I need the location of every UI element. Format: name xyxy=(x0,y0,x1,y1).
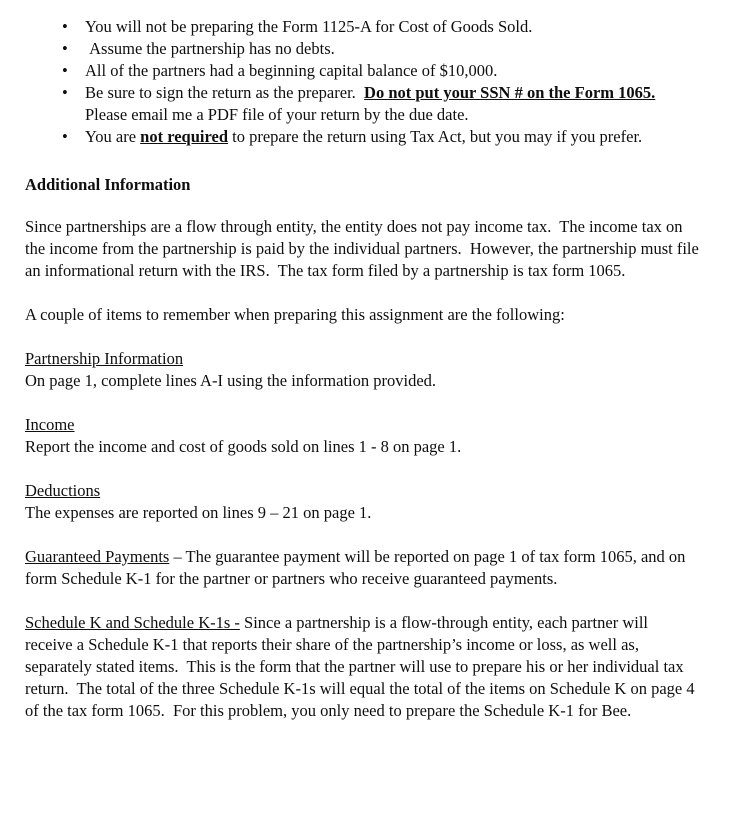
paragraph: The expenses are reported on lines 9 – 21 on page 1. xyxy=(25,503,372,522)
text-segment: Assume the partnership has no debts. xyxy=(85,39,335,58)
subsection-heading-income: Income xyxy=(25,415,75,434)
bullet-icon: • xyxy=(62,39,68,58)
section-deductions xyxy=(25,480,699,524)
subsection-heading-partnership-information: Partnership Information xyxy=(25,349,184,368)
bullet-text xyxy=(85,60,699,82)
text-segment: You are xyxy=(85,127,141,146)
bullet-item xyxy=(62,16,699,38)
text-segment: All of the partners had a beginning capital balance of $10,000. xyxy=(85,61,498,80)
bullet-icon: • xyxy=(62,127,68,146)
subsection-heading-deductions: Deductions xyxy=(25,481,101,500)
text-segment: You will not be preparing the Form 1125-A for Cost of Goods Sold. xyxy=(85,17,533,36)
bullet-list xyxy=(62,16,699,148)
text-segment: Please email me a PDF file of your return by the due date. xyxy=(85,83,664,124)
text-segment: Since a partnership is a flow-through entity, each partner will receive a Schedule K-1 that reports their share of the partnership’s income or loss, as well as, separately stated items. This is the form that the partner will use to prepare his or her individual tax return. The total of the three Schedule K-1s will equal the total of the items on Schedule K on page 4 of the tax form 1065. For this problem, you only need to prepare the Schedule K-1 for Bee. xyxy=(25,613,699,720)
bullet-text xyxy=(85,38,699,60)
subsection-heading-schedule-k: Schedule K and Schedule K-1s - xyxy=(25,613,240,632)
paragraph-flow-through-explanation: Since partnerships are a flow through entity, the entity does not pay income tax. The income tax on the income from the partnership is paid by the individual partners. However, the partnership must file an informational return with the IRS. The tax form filed by a partnership is tax form 1065. xyxy=(25,217,703,280)
paragraph-items-to-remember: A couple of items to remember when preparing this assignment are the following: xyxy=(25,305,565,324)
emphasized-text-segment: not required xyxy=(140,127,229,146)
bullet-item xyxy=(62,60,699,82)
subsection-heading-guaranteed-payments: Guaranteed Payments xyxy=(25,547,170,566)
emphasized-text-segment: Do not put your SSN # on the Form 1065. xyxy=(364,83,656,102)
section-income xyxy=(25,414,699,458)
text-segment: to prepare the return using Tax Act, but you may if you prefer. xyxy=(228,127,643,146)
text-segment: Be sure to sign the return as the preparer. xyxy=(85,83,365,102)
section-partnership-information xyxy=(25,348,699,392)
paragraph: Report the income and cost of goods sold on lines 1 - 8 on page 1. xyxy=(25,437,462,456)
bullet-icon: • xyxy=(62,17,68,36)
bullet-item xyxy=(62,82,699,126)
section-guaranteed-payments xyxy=(25,546,699,590)
text-segment: – The guarantee payment will be reported on page 1 of tax form 1065, and on form Schedule K-1 for the partner or partners who receive guaranteed payments. xyxy=(25,547,690,588)
section-schedule-k xyxy=(25,612,699,722)
bullet-text xyxy=(85,126,699,148)
bullet-icon: • xyxy=(62,83,68,102)
heading-additional-information: Additional Information xyxy=(25,175,191,194)
bullet-text xyxy=(85,16,699,38)
bullet-icon: • xyxy=(62,61,68,80)
bullet-text xyxy=(85,82,699,126)
bullet-item xyxy=(62,126,699,148)
bullet-item xyxy=(62,38,699,60)
paragraph: On page 1, complete lines A-I using the information provided. xyxy=(25,371,437,390)
